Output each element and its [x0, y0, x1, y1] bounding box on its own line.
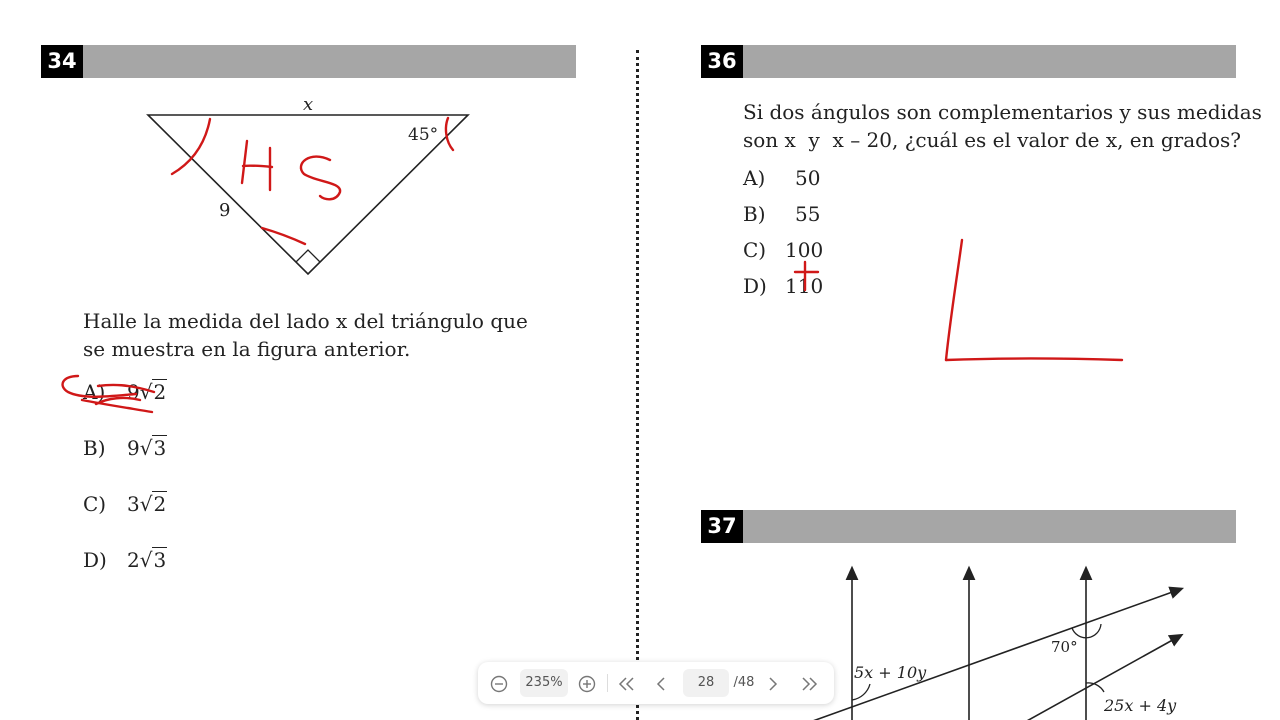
q36-prompt-line1: Si dos ángulos son complementarios y sus medidas: [743, 100, 1262, 124]
q37-parallel-lines-figure: [790, 560, 1210, 720]
q36-option-c-value: 100: [785, 238, 824, 262]
q36-prompt-line2: son x y x – 20, ¿cuál es el valor de x, en grados?: [743, 128, 1241, 152]
chevron-right-icon: [767, 677, 779, 691]
q37-label-b: 25x + 4y: [1104, 696, 1177, 715]
zoom-in-icon: [578, 675, 596, 693]
q34-option-b-radicand: 3: [153, 436, 167, 460]
q34-option-b-letter: B): [83, 436, 106, 460]
q34-fig-label-45: 45°: [408, 125, 439, 145]
q36-option-a-value: 50: [795, 166, 821, 190]
zoom-out-button[interactable]: [486, 662, 512, 704]
q34-number: 34: [41, 45, 83, 78]
double-chevron-left-icon: [618, 677, 636, 691]
q36-header-bar: [701, 45, 1236, 78]
q34-option-d-coef: 2: [127, 548, 140, 572]
q34-option-b-coef: 9: [127, 436, 140, 460]
first-page-button[interactable]: [614, 662, 640, 704]
q37-label-70: 70°: [1051, 638, 1078, 656]
q34-prompt: Halle la medida del lado x del triángulo que se muestra en la figura anterior.: [83, 309, 528, 361]
pdf-viewer-toolbar: [478, 662, 834, 704]
q34-option-d-radicand: 3: [153, 548, 167, 572]
q37-label-a: 5x + 10y: [854, 663, 927, 682]
q36-option-b[interactable]: [743, 202, 820, 226]
q36-option-b-value: 55: [795, 202, 821, 226]
next-page-button[interactable]: [761, 662, 785, 704]
q34-triangle-figure: [140, 90, 480, 285]
q34-option-a-coef: 9: [127, 380, 140, 404]
q36-option-b-letter: B): [743, 202, 766, 226]
q37-number: 37: [701, 510, 743, 543]
page-total: /48: [733, 675, 755, 690]
q34-option-a[interactable]: [83, 380, 167, 404]
q37-header-bar: [701, 510, 1236, 543]
q34-fig-label-9: 9: [219, 200, 231, 221]
previous-page-button[interactable]: [648, 662, 674, 704]
sqrt-icon: √3: [139, 436, 167, 460]
page-number-field[interactable]: 28: [683, 669, 729, 697]
q36-option-c-letter: C): [743, 238, 767, 262]
zoom-level-field[interactable]: 235%: [520, 669, 568, 697]
q34-fig-label-x: x: [303, 94, 314, 115]
sqrt-icon: √2: [139, 492, 167, 516]
sqrt-icon: √2: [139, 380, 167, 404]
q36-option-d-letter: D): [743, 274, 767, 298]
q34-option-c[interactable]: [83, 492, 167, 516]
zoom-out-icon: [490, 675, 508, 693]
q34-option-a-letter: A): [83, 380, 106, 404]
q36-option-c[interactable]: [743, 238, 823, 262]
q36-option-d-value: 110: [785, 274, 824, 298]
toolbar-separator: [607, 674, 608, 692]
column-divider: [636, 50, 639, 720]
q36-option-d[interactable]: [743, 274, 823, 298]
q34-option-c-letter: C): [83, 492, 107, 516]
last-page-button[interactable]: [795, 662, 823, 704]
q34-option-a-radicand: 2: [153, 380, 167, 404]
double-chevron-right-icon: [800, 677, 818, 691]
chevron-left-icon: [655, 677, 667, 691]
q34-option-b[interactable]: [83, 436, 167, 460]
q34-option-d[interactable]: [83, 548, 167, 572]
q36-number: 36: [701, 45, 743, 78]
q36-option-a-letter: A): [743, 166, 766, 190]
zoom-in-button[interactable]: [574, 662, 600, 704]
q34-option-d-letter: D): [83, 548, 107, 572]
q34-header-bar: [41, 45, 576, 78]
q34-option-c-radicand: 2: [153, 492, 167, 516]
q34-option-c-coef: 3: [127, 492, 140, 516]
q36-option-a[interactable]: [743, 166, 820, 190]
sqrt-icon: √3: [139, 548, 167, 572]
